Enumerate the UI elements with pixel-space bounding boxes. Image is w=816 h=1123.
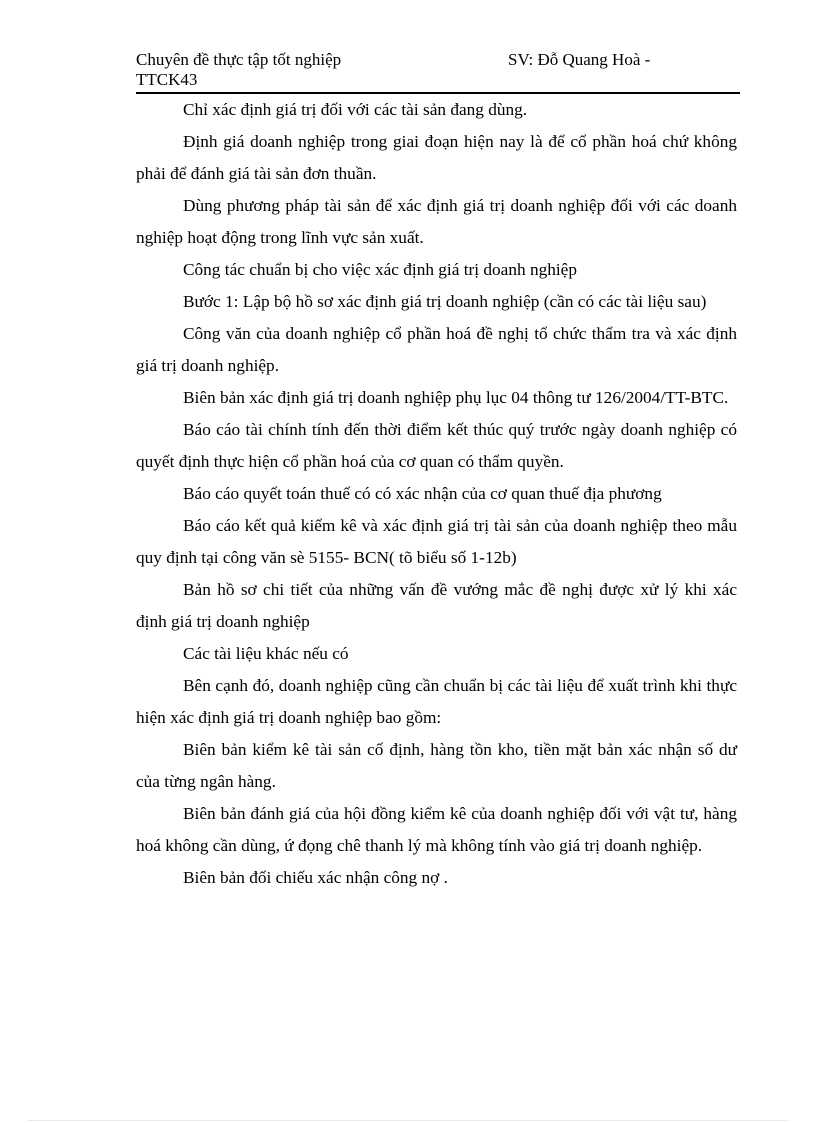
- paragraph-5: Bước 1: Lập bộ hồ sơ xác định giá trị doanh nghiệp (cần có các tài liệu sau): [183, 292, 707, 311]
- paragraph-4: Công tác chuẩn bị cho việc xác định giá trị doanh nghiệp: [183, 260, 577, 279]
- paragraph-11: Bản hồ sơ chi tiết của những vấn đề vướng mắc đề nghị được xử lý khi xác định giá trị doanh nghiệp: [136, 580, 737, 631]
- page-bottom-edge: [28, 1120, 788, 1121]
- paragraph-3: Dùng phương pháp tài sản để xác định giá trị doanh nghiệp đối với các doanh nghiệp hoạt động trong lĩnh vực sản xuất.: [136, 196, 737, 247]
- paragraph-7: Biên bản xác định giá trị doanh nghiệp phụ lục 04 thông tư 126/2004/TT-BTC.: [183, 388, 729, 407]
- page-header: [136, 50, 740, 94]
- paragraph-16: Biên bản đối chiếu xác nhận công nợ .: [183, 868, 448, 887]
- document-body: [136, 94, 737, 894]
- paragraph-15: Biên bản đánh giá của hội đồng kiểm kê của doanh nghiệp đối với vật tư, hàng hoá không cần dùng, ứ đọng chê thanh lý mà không tính vào giá trị doanh nghiệp.: [136, 804, 737, 855]
- paragraph-14: Biên bản kiểm kê tài sản cố định, hàng tồn kho, tiền mặt bản xác nhận số dư của từng ngân hàng.: [136, 740, 737, 791]
- header-student-name: SV: Đỗ Quang Hoà -: [508, 50, 651, 69]
- paragraph-10: Báo cáo kết quả kiểm kê và xác định giá trị tài sản của doanh nghiệp theo mẫu quy định tại công văn sè 5155- BCN( tõ biểu số 1-12b): [136, 516, 737, 567]
- paragraph-8: Báo cáo tài chính tính đến thời điểm kết thúc quý trước ngày doanh nghiệp có quyết định thực hiện cổ phần hoá của cơ quan có thẩm quyền.: [136, 420, 737, 471]
- header-course-title: Chuyên đề thực tập tốt nghiệp: [136, 50, 342, 69]
- paragraph-12: Các tài liệu khác nếu có: [183, 644, 349, 663]
- paragraph-13: Bên cạnh đó, doanh nghiệp cũng cần chuẩn bị các tài liệu để xuất trình khi thực hiện xác định giá trị doanh nghiệp bao gồm:: [136, 676, 737, 727]
- paragraph-9: Báo cáo quyết toán thuế có có xác nhận của cơ quan thuế địa phương: [183, 484, 662, 503]
- header-class-code: TTCK43: [136, 70, 198, 89]
- paragraph-2: Định giá doanh nghiệp trong giai đoạn hiện nay là để cổ phần hoá chứ không phải để đánh giá tài sản đơn thuần.: [136, 132, 737, 183]
- paragraph-6: Công văn của doanh nghiệp cổ phần hoá đề nghị tổ chức thẩm tra và xác định giá trị doanh nghiệp.: [136, 324, 737, 375]
- paragraph-1: Chỉ xác định giá trị đối với các tài sản đang dùng.: [183, 100, 528, 119]
